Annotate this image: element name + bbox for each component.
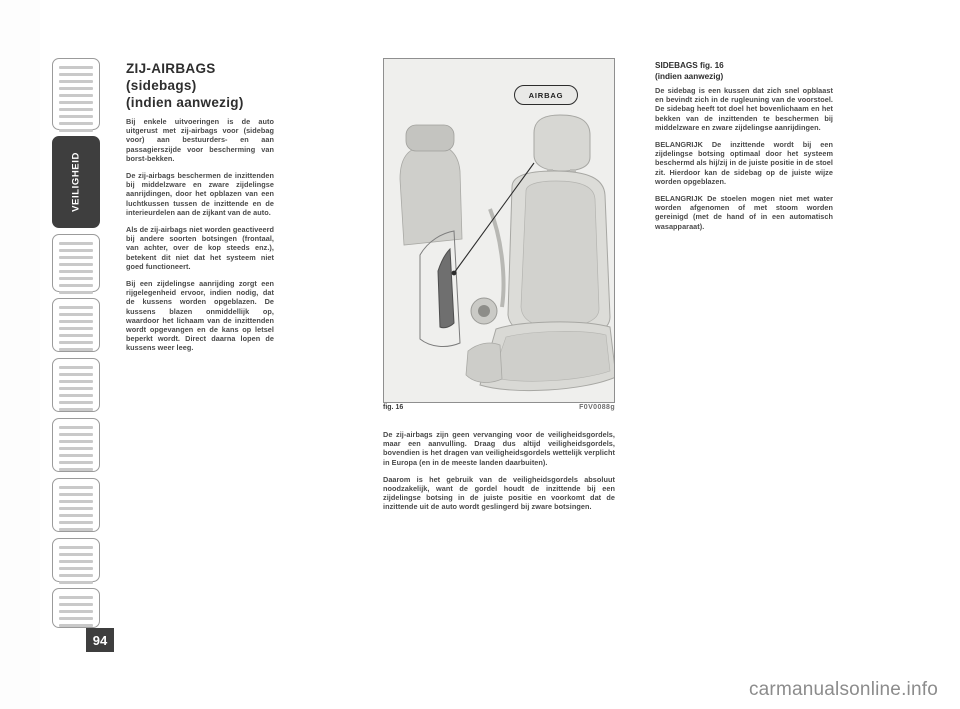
sidebar-item-tab-5[interactable] [52, 358, 100, 412]
paragraph: Daarom is het gebruik van de veiligheidsgordels absoluut noodzakelijk, want de gordel houdt de inzittende bij een zijdelingse botsing in de juiste positie en voorkomt dat de inzittende uit de auto wordt geslingerd bij zware botsingen. [383, 474, 615, 512]
sidebar-item-tab-8[interactable] [52, 538, 100, 582]
section-heading [655, 60, 833, 82]
tab-lines [59, 306, 93, 344]
page-title [126, 60, 274, 111]
page-title-line1: ZIJ-AIRBAGS [126, 61, 216, 76]
watermark-text: carmanualsonline.info [748, 679, 938, 700]
sidebar-item-tab-3[interactable] [52, 234, 100, 292]
page-title-line2: (sidebags) [126, 78, 197, 93]
paragraph: De sidebag is een kussen dat zich snel opblaast en bevindt zich in de rugleuning van de voorstoel. De sidebag heeft tot doel het bovenlichaam en het bekken van de inzittenden te beschermen bij middelzware en zware zijdelingse aanrijdingen. [655, 86, 833, 132]
left-text-column [126, 60, 274, 353]
middle-text-column [383, 430, 615, 512]
sidebar-item-tab-7[interactable] [52, 478, 100, 532]
sidebar-item-tab-9[interactable] [52, 588, 100, 628]
sidebar-item-tab-6[interactable] [52, 418, 100, 472]
paragraph: Bij een zijdelingse aanrijding zorgt een rijgelegenheid ervoor, indien nodig, dat de kussens worden opgeblazen. De kussens blazen onmiddellijk op, waardoor het lichaam van de inzittenden wordt opgevangen en de kans op letsel beperkt wordt. Direct daarna lopen de kussens weer leeg. [126, 279, 274, 353]
figure-seat-sidebag [383, 58, 615, 403]
paragraph: De zij-airbags zijn geen vervanging voor de veiligheidsgordels, maar een aanvulling. Draag dus altijd veiligheidsgordels, bovendien is het dragen van veiligheidsgordels wettelijk verplicht in Europa (en in de meeste landen daarbuiten). [383, 430, 615, 467]
section-heading-line1: SIDEBAGS fig. 16 [655, 61, 724, 70]
paragraph: Als de zij-airbags niet worden geactiveerd bij andere soorten botsingen (frontaal, van achter, over de kop steeds enz.), betekent dit niet dat het systeem niet goed functioneert. [126, 225, 274, 271]
paragraph-important: BELANGRIJK De inzittende wordt bij een zijdelingse botsing optimaal door het systeem beschermd als hij/zij in de juiste positie in de stoel zit. Hierdoor kan de sidebag op de juiste wijze worden opgeblazen. [655, 140, 833, 186]
figure-caption-label: fig. 16 [383, 404, 404, 411]
sidebar-item-tab-4[interactable] [52, 298, 100, 352]
paragraph-important: BELANGRIJK De stoelen mogen niet met water worden afgenomen of met stoom worden gereinigd (met de hand of in een automatisch wasapparaat). [655, 194, 833, 231]
page-number: 94 [86, 628, 114, 652]
paragraph: Bij enkele uitvoeringen is de auto uitgerust met zij-airbags voor (sidebag voor) aan bestuurders- en aan passagierszijde voor bescherming van borst-bekken. [126, 117, 274, 163]
section-heading-line2: (indien aanwezig) [655, 72, 724, 81]
paragraph: De zij-airbags beschermen de inzittenden bij middelzware en zware zijdelingse aanrijdingen, door het opblazen van een luchtkussen tussen de inzittende en de interieurdelen aan de zijkant van de auto. [126, 171, 274, 217]
airbag-callout-text: AIRBAG [528, 90, 564, 100]
figure-caption [383, 404, 615, 411]
seat-illustration [384, 59, 615, 403]
watermark [749, 679, 938, 701]
sidebar-item-tab-1[interactable] [52, 58, 100, 130]
airbag-callout-label [514, 85, 578, 105]
figure-caption-code: F0V0088g [579, 404, 615, 411]
sidebar-item-label: VEILIGHEID [70, 152, 82, 212]
tab-lines [59, 66, 93, 122]
tab-lines [59, 426, 93, 464]
left-margin-strip [0, 0, 40, 709]
tab-lines [59, 546, 93, 574]
tab-lines [59, 242, 93, 284]
page-title-line3: (indien aanwezig) [126, 95, 244, 110]
section-tab-column [52, 58, 106, 628]
tab-lines [59, 366, 93, 404]
tab-lines [59, 486, 93, 524]
right-text-column [655, 60, 833, 231]
tab-lines [59, 596, 93, 620]
sidebar-item-veiligheid[interactable] [52, 136, 100, 228]
